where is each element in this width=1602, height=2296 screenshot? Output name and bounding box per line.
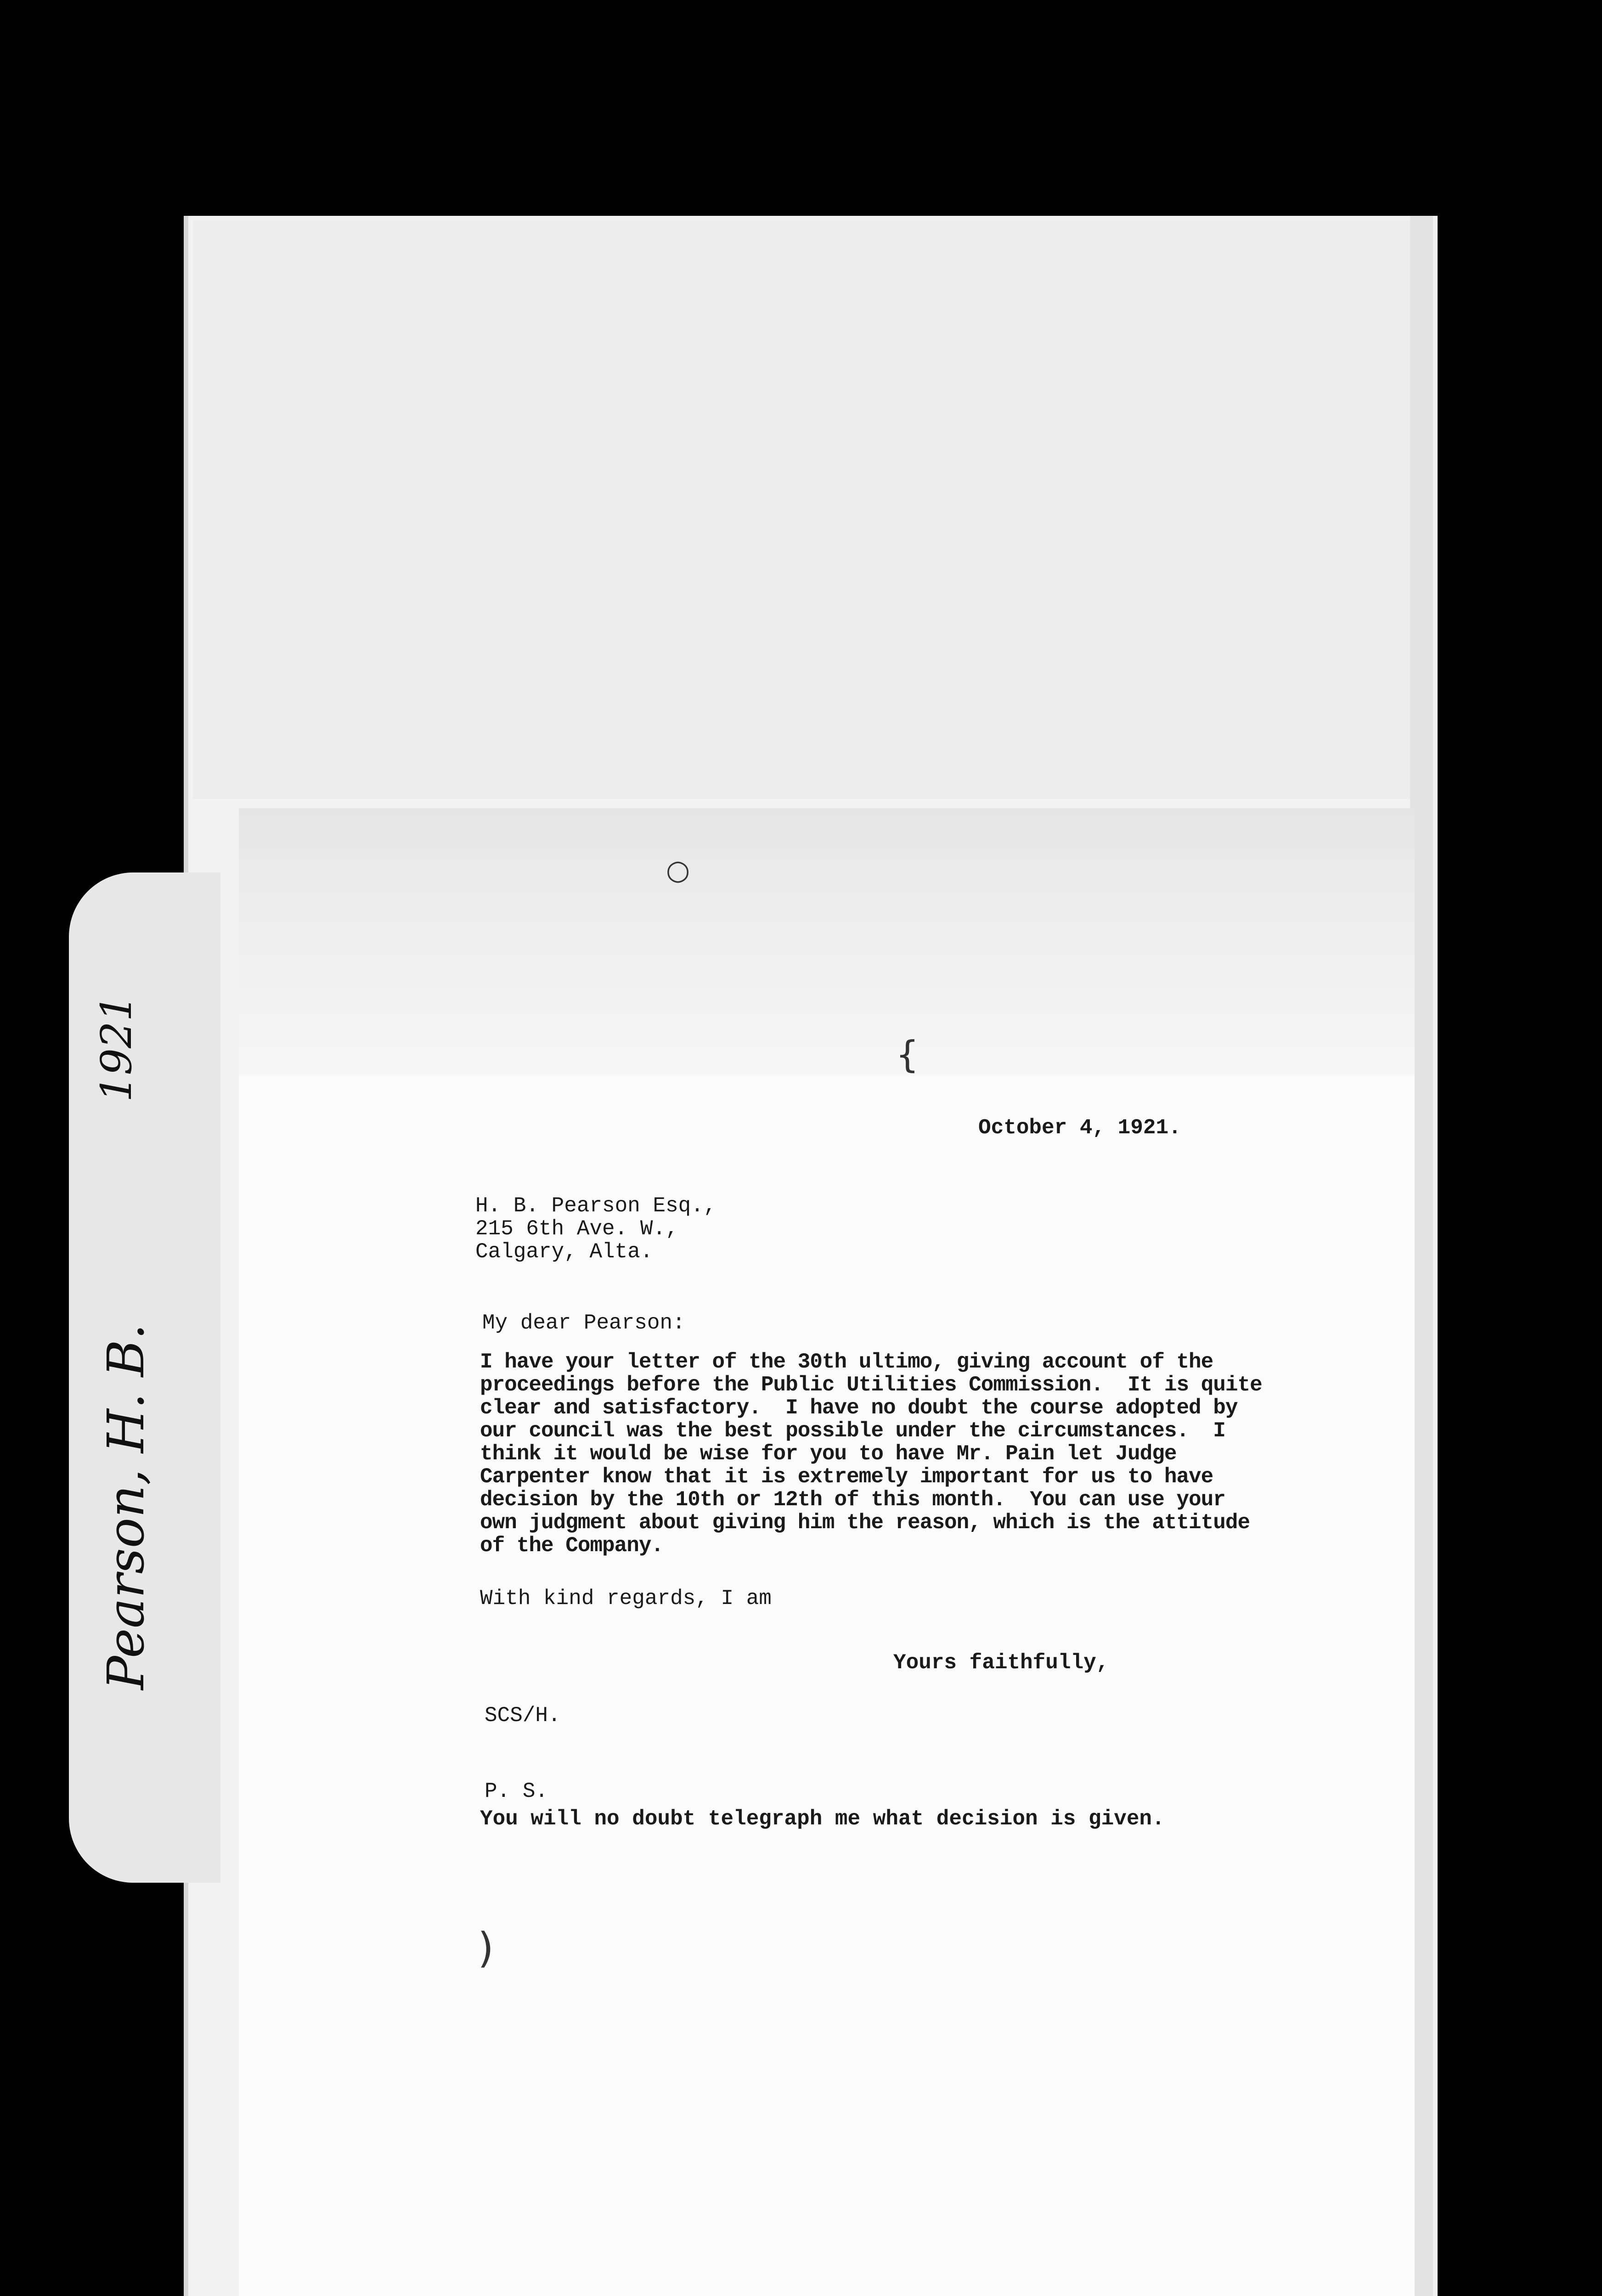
body-line: our council was the best possible under the circumstances. I	[480, 1419, 1225, 1443]
signoff: Yours faithfully,	[893, 1651, 1109, 1675]
body-line: I have your letter of the 30th ultimo, giving account of the	[480, 1350, 1213, 1374]
bracket-mark: {	[896, 1033, 919, 1076]
body-line: own judgment about giving him the reason, which is the attitude	[480, 1511, 1250, 1535]
address-line: 215 6th Ave. W.,	[475, 1217, 678, 1241]
address-line: H. B. Pearson Esq.,	[475, 1194, 716, 1218]
folder-tab-year: 1921	[92, 994, 141, 1102]
ps-text: You will no doubt telegraph me what decision is given.	[480, 1807, 1165, 1831]
body-line: proceedings before the Public Utilities Commission. It is quite	[480, 1373, 1262, 1397]
initials: SCS/H.	[485, 1704, 561, 1728]
letter-date: October 4, 1921.	[978, 1116, 1181, 1140]
letter-top-band	[239, 808, 1415, 1075]
closing: With kind regards, I am	[480, 1587, 772, 1610]
body-line: Carpenter know that it is extremely important for us to have	[480, 1465, 1213, 1489]
folder-top	[193, 220, 1428, 799]
body-line: clear and satisfactory. I have no doubt the course adopted by	[480, 1396, 1238, 1420]
body-line: decision by the 10th or 12th of this month. You can use your	[480, 1488, 1225, 1512]
folder-tab-name: Pearson, H. B.	[96, 1323, 155, 1690]
salutation: My dear Pearson:	[482, 1311, 685, 1335]
hole-mark: ○	[666, 854, 690, 886]
body-line: of the Company.	[480, 1534, 664, 1558]
body-line: think it would be wise for you to have Mr. Pain let Judge	[480, 1442, 1177, 1466]
address-line: Calgary, Alta.	[475, 1240, 653, 1264]
bracket-mark-lower: )	[478, 1924, 494, 1972]
ps-label: P. S.	[485, 1779, 548, 1803]
